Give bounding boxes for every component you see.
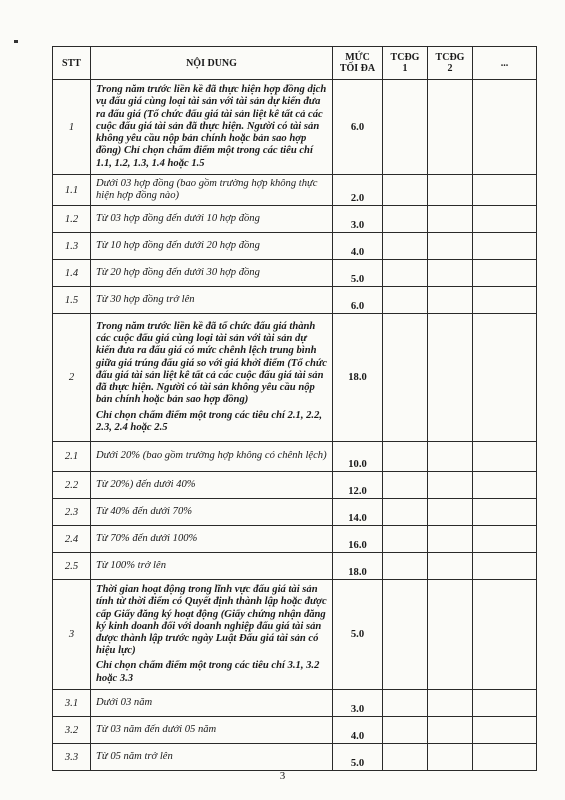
- header-content: NỘI DUNG: [91, 47, 333, 80]
- table-row: [53, 287, 537, 314]
- table-row: [53, 690, 537, 717]
- row-score: 5.0: [333, 744, 383, 771]
- row-tcdg1-cell: [383, 690, 428, 717]
- row-content: Trong năm trước liền kề đã thực hiện hợp đồng dịch vụ đấu giá cùng loại tài sản với tài sản dự kiến đưa ra đấu giá (Tổ chức đấu giá tài sản liệt kê tất cả các cuộc đấu giá tài sản đã thực hiện. Người có tài sản không yêu cầu nộp bản chính hoặc bản sao hợp đồng) Chỉ chọn chấm điểm một trong các tiêu chí 1.1, 1.2, 1.3, 1.4 hoặc 1.5: [91, 80, 333, 175]
- row-stt: 2.1: [53, 442, 91, 472]
- row-tcdg1-cell: [383, 553, 428, 580]
- header-tcdg2: [428, 47, 473, 80]
- row-score: 6.0: [333, 80, 383, 175]
- row-more-cell: [473, 580, 537, 690]
- row-score: 3.0: [333, 690, 383, 717]
- row-stt: 1.3: [53, 233, 91, 260]
- row-content: [91, 314, 333, 442]
- row-content: Dưới 03 năm: [91, 690, 333, 717]
- row-stt: 2.5: [53, 553, 91, 580]
- row-content: Từ 03 hợp đồng đến dưới 10 hợp đồng: [91, 206, 333, 233]
- row-tcdg2-cell: [428, 690, 473, 717]
- row-content: Từ 100% trở lên: [91, 553, 333, 580]
- table-row: [53, 314, 537, 442]
- row-more-cell: [473, 717, 537, 744]
- header-tcdg2-line2: 2: [447, 63, 453, 74]
- row-stt: 1.5: [53, 287, 91, 314]
- header-more: ...: [473, 47, 537, 80]
- row-stt: 2: [53, 314, 91, 442]
- row-tcdg1-cell: [383, 233, 428, 260]
- row-stt: 3.2: [53, 717, 91, 744]
- row-score: 16.0: [333, 526, 383, 553]
- row-tcdg1-cell: [383, 526, 428, 553]
- row-more-cell: [473, 442, 537, 472]
- row-score: 6.0: [333, 287, 383, 314]
- row-tcdg2-cell: [428, 580, 473, 690]
- row-content: Từ 30 hợp đồng trở lên: [91, 287, 333, 314]
- row-tcdg2-cell: [428, 442, 473, 472]
- row-more-cell: [473, 526, 537, 553]
- row-tcdg1-cell: [383, 206, 428, 233]
- row-content: Dưới 03 hợp đồng (bao gồm trường hợp không thực hiện hợp đồng nào): [91, 175, 333, 206]
- row-more-cell: [473, 175, 537, 206]
- row-tcdg2-cell: [428, 287, 473, 314]
- row-more-cell: [473, 690, 537, 717]
- row-more-cell: [473, 260, 537, 287]
- row-score: 18.0: [333, 314, 383, 442]
- row-stt: 3.1: [53, 690, 91, 717]
- table-row: [53, 717, 537, 744]
- row-tcdg1-cell: [383, 314, 428, 442]
- row-content: Từ 03 năm đến dưới 05 năm: [91, 717, 333, 744]
- row-content-text: Thời gian hoạt động trong lĩnh vực đấu giá tài sản tính từ thời điểm có Quyết định thành lập hoặc được cấp Giấy đăng ký hoạt động (Giấy chứng nhận đăng ký kinh doanh đối với doanh nghiệp đấu giá tài sản được thành lập trước ngày Luật Đấu giá tài sản có hiệu lực): [96, 584, 327, 657]
- page-number: 3: [279, 770, 286, 782]
- header-tcdg1: [383, 47, 428, 80]
- row-tcdg2-cell: [428, 526, 473, 553]
- header-max-score: [333, 47, 383, 80]
- row-score: 4.0: [333, 233, 383, 260]
- row-tcdg1-cell: [383, 80, 428, 175]
- table-row: [53, 206, 537, 233]
- table-row: [53, 744, 537, 771]
- row-tcdg2-cell: [428, 175, 473, 206]
- row-tcdg2-cell: [428, 314, 473, 442]
- row-content: Từ 10 hợp đồng đến dưới 20 hợp đồng: [91, 233, 333, 260]
- row-more-cell: [473, 206, 537, 233]
- table-row: [53, 233, 537, 260]
- row-content: Từ 20 hợp đồng đến dưới 30 hợp đồng: [91, 260, 333, 287]
- row-stt: 1: [53, 80, 91, 175]
- row-more-cell: [473, 472, 537, 499]
- row-score: 5.0: [333, 580, 383, 690]
- row-tcdg1-cell: [383, 472, 428, 499]
- row-stt: 3: [53, 580, 91, 690]
- row-stt: 2.3: [53, 499, 91, 526]
- row-score: 2.0: [333, 175, 383, 206]
- row-more-cell: [473, 553, 537, 580]
- table-row: [53, 580, 537, 690]
- row-more-cell: [473, 233, 537, 260]
- header-row: [53, 47, 537, 80]
- row-tcdg2-cell: [428, 233, 473, 260]
- row-score: 10.0: [333, 442, 383, 472]
- row-more-cell: [473, 499, 537, 526]
- row-tcdg2-cell: [428, 744, 473, 771]
- row-stt: 2.4: [53, 526, 91, 553]
- row-more-cell: [473, 80, 537, 175]
- header-max-score-line2: TỐI ĐA: [339, 63, 376, 74]
- row-content: Từ 40% đến dưới 70%: [91, 499, 333, 526]
- row-content: Dưới 20% (bao gồm trường hợp không có chênh lệch): [91, 442, 333, 472]
- row-content-text: Trong năm trước liền kề đã tổ chức đấu giá thành các cuộc đấu giá cùng loại tài sản với tài sản dự kiến đưa ra đấu giá có mức chênh lệch trung bình giữa giá trúng đấu giá so với giá khởi điểm (Tổ chức đấu giá tài sản liệt kê tất cả các cuộc đấu giá tài sản đã thực hiện. Người có tài sản không yêu cầu nộp bản chính hoặc bản sao hợp đồng): [96, 321, 327, 406]
- row-tcdg1-cell: [383, 499, 428, 526]
- row-more-cell: [473, 744, 537, 771]
- row-tcdg1-cell: [383, 717, 428, 744]
- row-content: [91, 580, 333, 690]
- header-tcdg2-line1: TCĐG: [435, 52, 465, 63]
- row-tcdg2-cell: [428, 80, 473, 175]
- scoring-table: [52, 46, 537, 771]
- row-tcdg2-cell: [428, 717, 473, 744]
- row-sub-note: Chỉ chọn chấm điểm một trong các tiêu chí 2.1, 2.2, 2.3, 2.4 hoặc 2.5: [96, 409, 323, 433]
- table-row: [53, 472, 537, 499]
- row-score: 18.0: [333, 553, 383, 580]
- page-mark: [14, 40, 18, 43]
- row-stt: 3.3: [53, 744, 91, 771]
- table-row: [53, 80, 537, 175]
- row-tcdg1-cell: [383, 580, 428, 690]
- row-more-cell: [473, 287, 537, 314]
- row-stt: 2.2: [53, 472, 91, 499]
- table-row: [53, 442, 537, 472]
- row-tcdg2-cell: [428, 472, 473, 499]
- row-content: Từ 70% đến dưới 100%: [91, 526, 333, 553]
- row-tcdg1-cell: [383, 260, 428, 287]
- row-stt: 1.1: [53, 175, 91, 206]
- row-tcdg1-cell: [383, 175, 428, 206]
- table-row: [53, 499, 537, 526]
- table-row: [53, 553, 537, 580]
- row-tcdg2-cell: [428, 260, 473, 287]
- row-tcdg1-cell: [383, 287, 428, 314]
- row-tcdg2-cell: [428, 553, 473, 580]
- row-stt: 1.4: [53, 260, 91, 287]
- header-stt: STT: [53, 47, 91, 80]
- header-tcdg1-line1: TCĐG: [390, 52, 420, 63]
- row-score: 14.0: [333, 499, 383, 526]
- row-tcdg1-cell: [383, 744, 428, 771]
- row-score: 12.0: [333, 472, 383, 499]
- table-row: [53, 175, 537, 206]
- row-score: 3.0: [333, 206, 383, 233]
- row-sub-note: Chỉ chọn chấm điểm một trong các tiêu chí 3.1, 3.2 hoặc 3.3: [96, 660, 320, 684]
- row-tcdg1-cell: [383, 442, 428, 472]
- header-max-score-line1: MỨC: [345, 52, 370, 63]
- row-score: 4.0: [333, 717, 383, 744]
- row-content: Từ 05 năm trở lên: [91, 744, 333, 771]
- table-row: [53, 260, 537, 287]
- header-tcdg1-line2: 1: [402, 63, 408, 74]
- row-tcdg2-cell: [428, 206, 473, 233]
- row-score: 5.0: [333, 260, 383, 287]
- row-content: Từ 20%) đến dưới 40%: [91, 472, 333, 499]
- row-tcdg2-cell: [428, 499, 473, 526]
- row-stt: 1.2: [53, 206, 91, 233]
- table-row: [53, 526, 537, 553]
- row-more-cell: [473, 314, 537, 442]
